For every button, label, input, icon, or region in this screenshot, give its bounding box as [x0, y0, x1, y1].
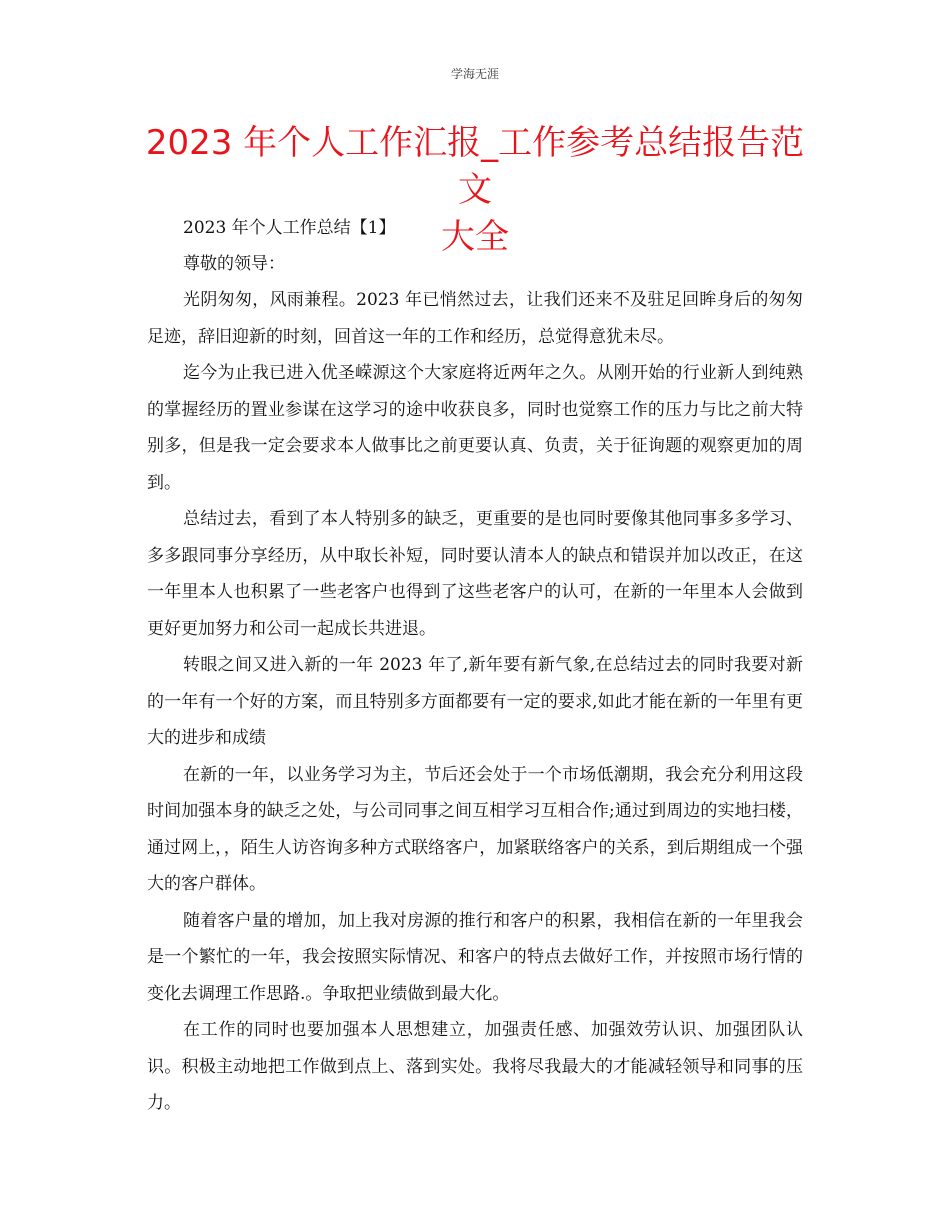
- title-line-2: 大全: [441, 217, 509, 257]
- title-line-1: 2023 年个人工作汇报_工作参考总结报告范文: [145, 123, 805, 210]
- page-header: 学海无涯: [450, 67, 499, 81]
- section-subtitle: 2023 年个人工作总结【1】: [183, 218, 396, 238]
- document-body: [147, 210, 803, 1122]
- paragraph: 在工作的同时也要加强本人思想建立，加强责任感、加强效劳认识、加强团队认识。积极主动地把工作做到点上、落到实处。我将尽我最大的才能减轻领导和同事的压力。: [147, 1020, 803, 1113]
- paragraph: 光阴匆匆，风雨兼程。2023 年已悄然过去，让我们还来不及驻足回眸身后的匆匆足迹，辞旧迎新的时刻，回首这一年的工作和经历，总觉得意犹未尽。: [147, 290, 803, 347]
- salutation: 尊敬的领导：: [183, 254, 285, 274]
- paragraph: 总结过去，看到了本人特别多的缺乏，更重要的是也同时要像其他同事多多学习、多多跟同事分享经历，从中取长补短，同时要认清本人的缺点和错误并加以改正，在这一年里本人也积累了一些老客户也得到了这些老客户的认可，在新的一年里本人会做到更好更加努力和公司一起成长共进退。: [147, 509, 803, 639]
- paragraph: 迄今为止我已进入优圣嵘源这个大家庭将近两年之久。从刚开始的行业新人到纯熟的掌握经历的置业参谋在这学习的途中收获良多，同时也觉察工作的压力与比之前大特别多，但是我一定会要求本人做事比之前更要认真、负责，关于征询题的观察更加的周到。: [147, 363, 803, 493]
- paragraph: 随着客户量的增加，加上我对房源的推行和客户的积累，我相信在新的一年里我会是一个繁忙的一年，我会按照实际情况、和客户的特点去做好工作，并按照市场行情的变化去调理工作思路.。争取把业绩做到最大化。: [147, 910, 803, 1004]
- paragraph: 在新的一年，以业务学习为主，节后还会处于一个市场低潮期，我会充分利用这段时间加强本身的缺乏之处，与公司同事之间互相学习互相合作;通过到周边的实地扫楼，通过网上，，陌生人访咨询多种方式联络客户，加紧联络客户的关系，到后期组成一个强大的客户群体。: [147, 764, 803, 894]
- paragraph: 转眼之间又进入新的一年 2023 年了,新年要有新气象,在总结过去的同时我要对新的一年有一个好的方案，而且特别多方面都要有一定的要求,如此才能在新的一年里有更大的进步和成绩: [147, 655, 803, 748]
